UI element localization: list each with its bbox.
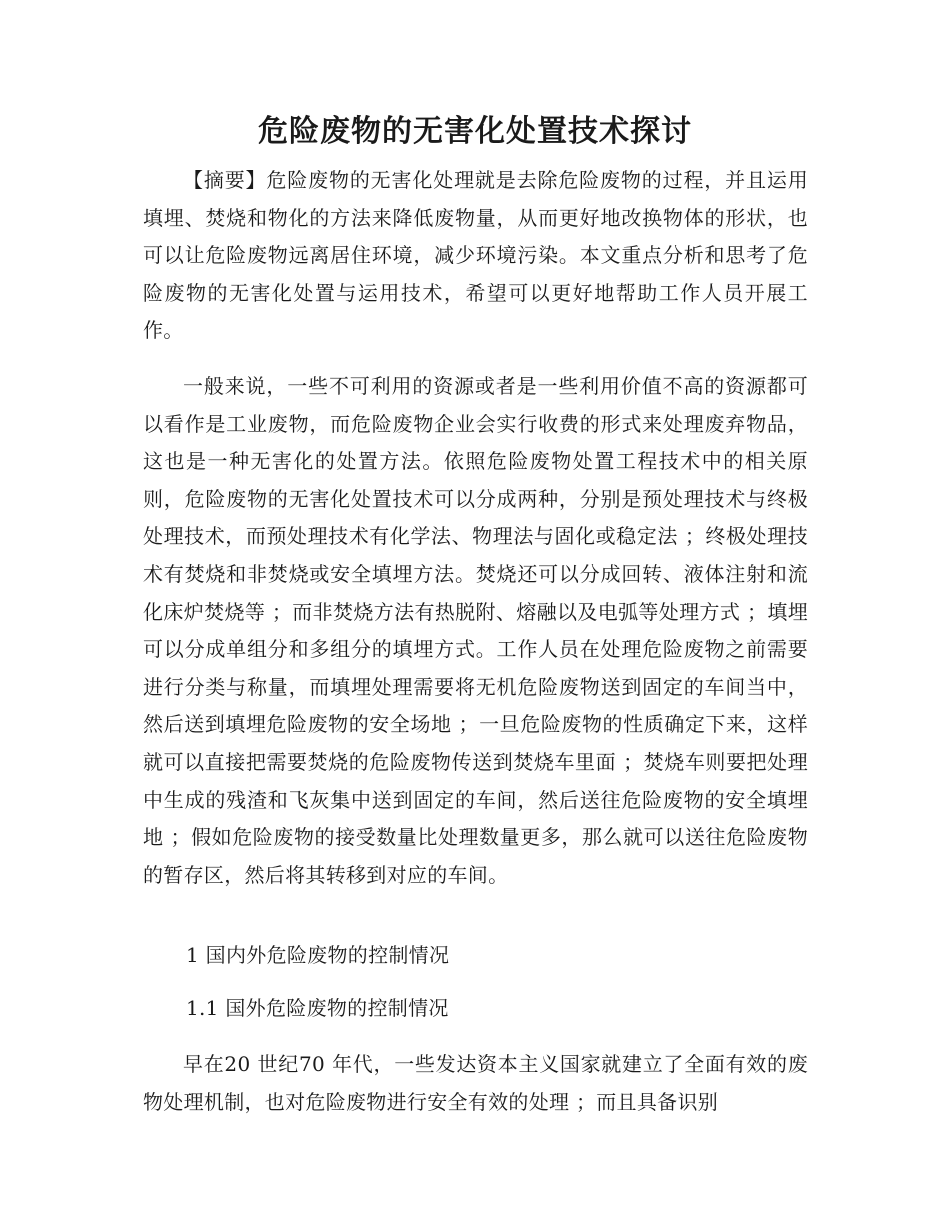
body-paragraph-1: 一般来说，一些不可利用的资源或者是一些利用价值不高的资源都可以看作是工业废物，而危险废物企业会实行收费的形式来处理废弃物品，这也是一种无害化的处置方法。依照危险废物处置工程技术中的相关原则，危险废物的无害化处置技术可以分成两种，分别是预处理技术与终极处理技术，而预处理技术有化学法、物理法与固化或稳定法 ；终极处理技术有焚烧和非焚烧或安全填埋方法。焚烧还可以分成回转、液体注射和流化床炉焚烧等 ；而非焚烧方法有热脱附、熔融以及电弧等处理方式 ；填埋可以分成单组分和多组分的填埋方式。工作人员在处理危险废物之前需要进行分类与称量，而填埋处理需要将无机危险废物送到固定的车间当中，然后送到填埋危险废物的安全场地 ；一旦危险废物的性质确定下来，这样就可以直接把需要焚烧的危险废物传送到焚烧车里面 ；焚烧车则要把处理中生成的残渣和飞灰集中送到固定的车间，然后送往危险废物的安全填埋地 ；假如危险废物的接受数量比处理数量更多，那么就可以送往危险废物的暂存区，然后将其转移到对应的车间。	[143, 374, 808, 887]
section-heading-1-1: 1.1 国外危险废物的控制情况	[186, 996, 449, 1020]
document-title: 危险废物的无害化处置技术探讨	[258, 114, 692, 149]
section-heading-1: 1 国内外危险废物的控制情况	[186, 943, 450, 967]
abstract-paragraph: 【摘要】危险废物的无害化处理就是去除危险废物的过程，并且运用填埋、焚烧和物化的方法来降低废物量，从而更好地改换物体的形状，也可以让危险废物远离居住环境，减少环境污染。本文重点分析和思考了危险废物的无害化处置与运用技术，希望可以更好地帮助工作人员开展工作。	[143, 168, 808, 343]
body-paragraph-2: 早在20 世纪70 年代，一些发达资本主义国家就建立了全面有效的废物处理机制，也对危险废物进行安全有效的处理 ；而且具备识别	[143, 1052, 808, 1114]
